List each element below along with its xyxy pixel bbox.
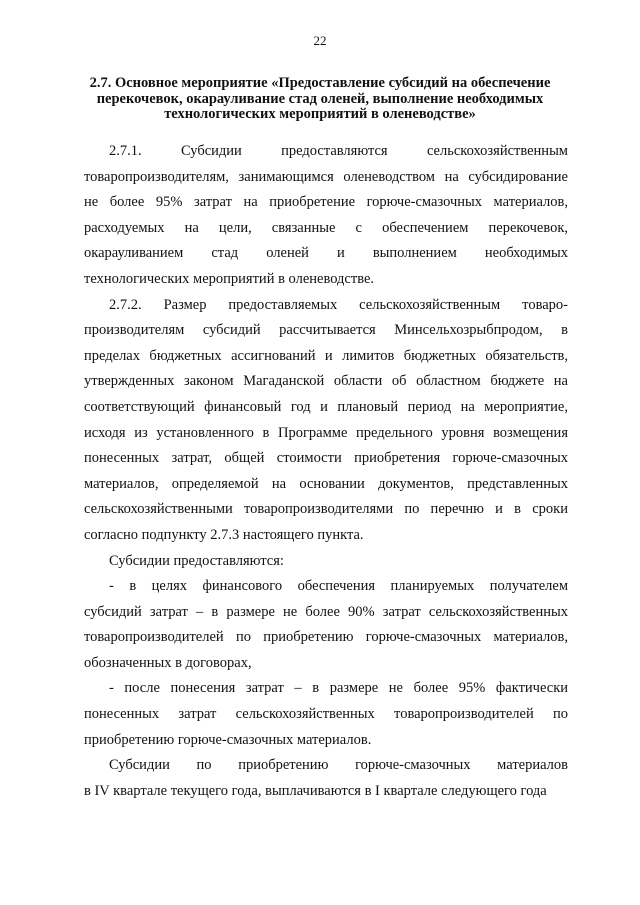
text-line: 2.7.1. Субсидии предоставляются сельскохозяйственным <box>109 143 568 159</box>
text-line: не более 95% затрат на приобретение горюче-смазочных материалов, <box>84 194 568 211</box>
paragraph-2-7-2 <box>84 293 568 549</box>
text-line: приобретению горюче-смазочных материалов. <box>84 731 372 748</box>
text-line: Субсидии предоставляются: <box>109 552 284 569</box>
text-line: обозначенных в договорах, <box>84 654 252 671</box>
bullet-item <box>84 676 568 753</box>
text-line: понесенных затрат, общей стоимости приобретения горюче-смазочных <box>84 450 568 467</box>
text-line: понесенных затрат сельскохозяйственных товаропроизводителей по <box>84 706 568 723</box>
bullet-item <box>84 574 568 676</box>
text-line: - после понесения затрат – в размере не более 95% фактически <box>109 680 568 697</box>
text-line: субсидий затрат – в размере не более 90% затрат сельскохозяйственных <box>84 603 568 620</box>
text-line: материалов, определяемой на основании документов, представленных <box>84 475 568 492</box>
page-number: 22 <box>313 33 327 48</box>
text-line: расходуемых на цели, связанные с обеспечением перекочевок, <box>84 219 568 236</box>
text-line: исходя из установленного в Программе предельного уровня возмещения <box>84 424 568 441</box>
paragraph-fourth-quarter <box>84 753 568 804</box>
text-line: соответствующий финансовый год и плановый период на мероприятие, <box>84 398 568 415</box>
text-line: в IV квартале текущего года, выплачиваются в I квартале следующего года <box>84 782 547 799</box>
text-line: товаропроизводителям, занимающимся оленеводством на субсидирование <box>84 168 568 185</box>
text-line: утвержденных законом Магаданской области об областном бюджете на <box>84 373 568 390</box>
text-line: пределах бюджетных ассигнований и лимитов бюджетных обязательств, <box>84 347 568 364</box>
paragraph-2-7-1 <box>84 139 568 293</box>
document-body <box>84 139 568 804</box>
heading-line: 2.7. Основное мероприятие «Предоставление субсидий на обеспечение <box>89 75 551 91</box>
text-line: Субсидии по приобретению горюче-смазочных материалов <box>109 757 568 774</box>
text-line: окарауливанием стад оленей и выполнением необходимых <box>84 245 568 262</box>
paragraph-subsidies-intro <box>84 549 568 575</box>
text-line: 2.7.2. Размер предоставляемых сельскохозяйственным товаро- <box>109 296 568 313</box>
text-line: товаропроизводителей по приобретению горюче-смазочных материалов, <box>84 629 568 646</box>
heading-line: технологических мероприятий в оленеводстве» <box>164 106 476 122</box>
text-line: технологических мероприятий в оленеводстве. <box>84 270 375 287</box>
text-line: сельскохозяйственными товаропроизводителями по перечню и в сроки <box>84 501 568 518</box>
text-line: согласно подпункту 2.7.3 настоящего пункта. <box>84 526 364 543</box>
text-line: производителям субсидий рассчитывается Минсельхозрыбпродом, в <box>84 322 568 339</box>
text-line: - в целях финансового обеспечения планируемых получателем <box>109 578 568 595</box>
section-heading <box>60 76 580 123</box>
heading-line: перекочевок, окарауливание стад оленей, выполнение необходимых <box>96 90 544 107</box>
